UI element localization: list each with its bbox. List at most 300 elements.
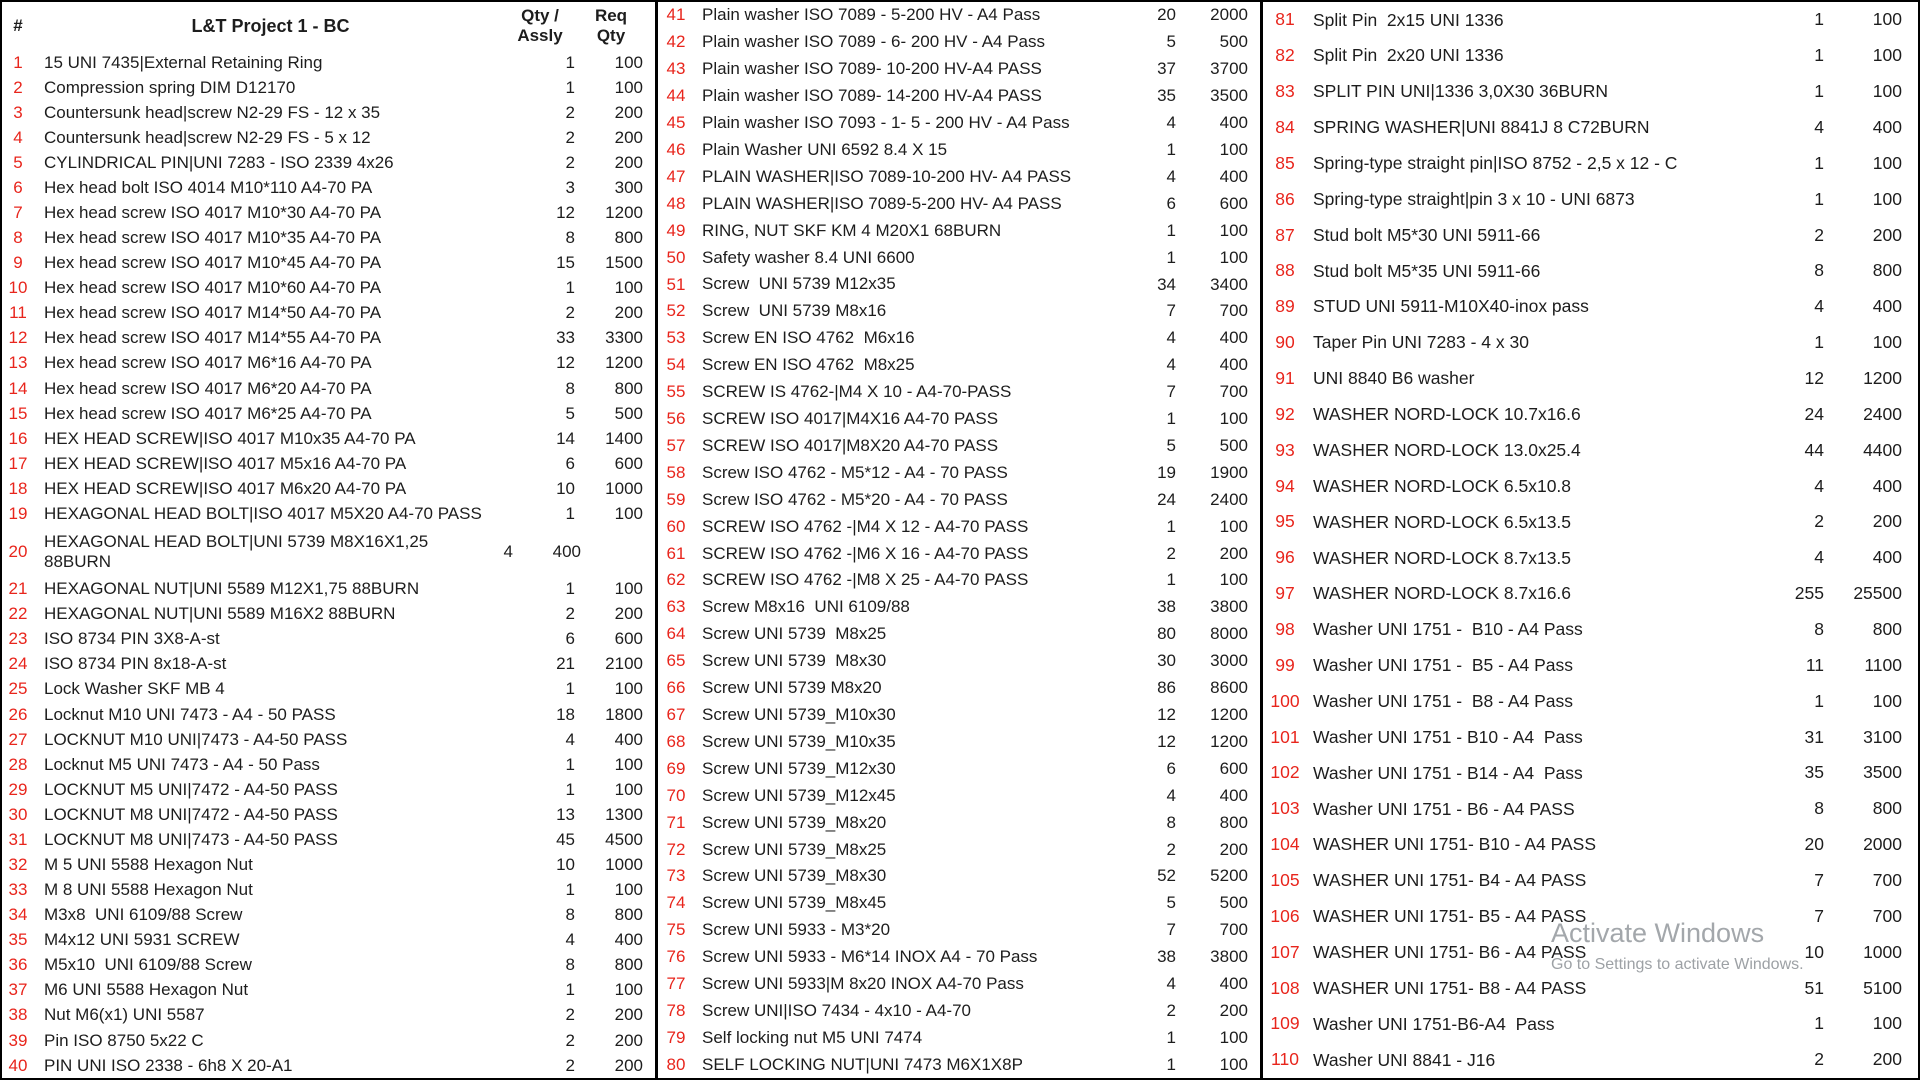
required-qty: 100 [1219, 409, 1248, 429]
row-number: 4 [13, 127, 23, 147]
table-header-row [2, 2, 655, 50]
table-row [2, 953, 655, 978]
table-row [658, 271, 1260, 298]
required-qty: 500 [1219, 32, 1248, 52]
qty-per-assembly: 6 [565, 629, 575, 649]
qty-per-assembly: 7 [1814, 905, 1824, 926]
table-row [1263, 719, 1918, 755]
qty-per-assembly: 8 [565, 378, 575, 398]
item-description: Screw UNI 5739 M8x20 [702, 678, 882, 698]
row-number: 85 [1275, 152, 1295, 173]
qty-per-assembly: 20 [1804, 834, 1824, 855]
required-qty: 1200 [605, 353, 643, 373]
table-row [2, 627, 655, 652]
table-row [2, 476, 655, 501]
row-number: 81 [1275, 9, 1295, 30]
table-row [658, 433, 1260, 460]
table-row [1263, 432, 1918, 468]
item-description: LOCKNUT M8 UNI|7473 - A4-50 PASS [44, 829, 338, 849]
item-description: ISO 8734 PIN 3X8-A-st [44, 629, 220, 649]
table-row [2, 451, 655, 476]
table-row [658, 29, 1260, 56]
required-qty: 1200 [1210, 705, 1248, 725]
qty-per-assembly: 1 [1814, 81, 1824, 102]
required-qty: 4500 [605, 829, 643, 849]
table-row [658, 244, 1260, 271]
row-number: 76 [666, 947, 686, 967]
item-description: Screw UNI 5933|M 8x20 INOX A4-70 Pass [702, 974, 1024, 994]
col-header-qty-per-assembly: Qty / Assly [517, 6, 563, 45]
table-row [1263, 755, 1918, 791]
qty-per-assembly: 1 [565, 880, 575, 900]
required-qty: 1100 [1864, 654, 1902, 675]
required-qty: 100 [1872, 9, 1902, 30]
item-description: SCREW ISO 4762 -|M6 X 16 - A4-70 PASS [702, 543, 1029, 563]
table-row [1263, 540, 1918, 576]
required-qty: 1500 [605, 253, 643, 273]
required-qty: 200 [614, 1055, 643, 1075]
item-description: 15 UNI 7435|External Retaining Ring [44, 52, 323, 72]
required-qty: 200 [1872, 1049, 1902, 1070]
required-qty: 600 [614, 629, 643, 649]
table-row [1263, 145, 1918, 181]
qty-per-assembly: 86 [1157, 678, 1176, 698]
required-qty: 100 [1219, 516, 1248, 536]
row-number: 90 [1275, 332, 1295, 353]
table-row [2, 1028, 655, 1053]
table-row [658, 836, 1260, 863]
table-row [1263, 110, 1918, 146]
item-description: SELF LOCKING NUT|UNI 7473 M6X1X8P [702, 1054, 1023, 1074]
table-row [2, 200, 655, 225]
required-qty: 100 [1872, 81, 1902, 102]
required-qty: 200 [1219, 1000, 1248, 1020]
qty-per-assembly: 13 [556, 804, 575, 824]
row-number: 97 [1275, 583, 1295, 604]
item-description: M4x12 UNI 5931 SCREW [44, 930, 240, 950]
table-row [658, 863, 1260, 890]
item-description: LOCKNUT M5 UNI|7472 - A4-50 PASS [44, 779, 338, 799]
item-description: WASHER NORD-LOCK 8.7x16.6 [1313, 583, 1572, 604]
required-qty: 1200 [1863, 368, 1902, 389]
table-row [2, 175, 655, 200]
item-description: M3x8 UNI 6109/88 Screw [44, 905, 243, 925]
row-number: 46 [666, 139, 686, 159]
item-description: Screw UNI 5739 M8x16 [702, 301, 887, 321]
row-number: 45 [666, 113, 686, 133]
item-description: Hex head bolt ISO 4014 M10*110 A4-70 PA [44, 177, 373, 197]
qty-per-assembly: 44 [1804, 439, 1824, 460]
row-number: 95 [1275, 511, 1295, 532]
row-number: 73 [666, 866, 686, 886]
qty-per-assembly: 1 [1814, 332, 1824, 353]
item-description: SPLIT PIN UNI|1336 3,0X30 36BURN [1313, 81, 1609, 102]
required-qty: 600 [614, 453, 643, 473]
item-description: Plain washer ISO 7089 - 5-200 HV - A4 Pass [702, 5, 1041, 25]
row-number: 88 [1275, 260, 1295, 281]
table-row [658, 1051, 1260, 1078]
required-qty: 100 [1219, 1054, 1248, 1074]
table-row [658, 352, 1260, 379]
table-row [658, 513, 1260, 540]
required-qty: 2100 [605, 654, 643, 674]
required-qty: 400 [1219, 113, 1248, 133]
qty-per-assembly: 1 [1166, 220, 1176, 240]
required-qty: 200 [1872, 224, 1902, 245]
qty-per-assembly: 1 [565, 754, 575, 774]
qty-per-assembly: 12 [1804, 368, 1824, 389]
item-description: SPRING WASHER|UNI 8841J 8 C72BURN [1313, 117, 1650, 138]
item-description: Washer UNI 1751 - B6 - A4 PASS [1313, 798, 1575, 819]
row-number: 61 [666, 543, 686, 563]
row-number: 69 [666, 758, 686, 778]
table-row [2, 351, 655, 376]
item-description: WASHER UNI 1751- B4 - A4 PASS [1313, 870, 1587, 891]
qty-per-assembly: 2 [565, 303, 575, 323]
table-row [2, 928, 655, 953]
row-number: 71 [666, 812, 686, 832]
required-qty: 400 [552, 541, 581, 561]
qty-per-assembly: 2 [1166, 1000, 1176, 1020]
required-qty: 3400 [1210, 274, 1248, 294]
item-description: Countersunk head|screw N2-29 FS - 12 x 35 [44, 102, 381, 122]
row-number: 49 [666, 220, 686, 240]
table-row [1263, 38, 1918, 74]
qty-per-assembly: 3 [565, 177, 575, 197]
row-number: 55 [666, 382, 686, 402]
item-description: Washer UNI 1751 - B14 - A4 Pass [1313, 762, 1583, 783]
required-qty: 800 [614, 378, 643, 398]
table-row [2, 125, 655, 150]
qty-per-assembly: 5 [1166, 893, 1176, 913]
qty-per-assembly: 2 [565, 1030, 575, 1050]
table-row [658, 190, 1260, 217]
qty-per-assembly: 52 [1157, 866, 1176, 886]
row-number: 16 [8, 428, 28, 448]
table-row [2, 852, 655, 877]
table-row [1263, 217, 1918, 253]
rows-41-80 [658, 2, 1260, 1078]
row-number: 80 [666, 1054, 686, 1074]
item-description: M 8 UNI 5588 Hexagon Nut [44, 880, 253, 900]
required-qty: 100 [1219, 139, 1248, 159]
row-number: 60 [666, 516, 686, 536]
qty-per-assembly: 7 [1814, 870, 1824, 891]
table-row [1263, 1042, 1918, 1078]
qty-per-assembly: 1 [1814, 690, 1824, 711]
required-qty: 100 [614, 77, 643, 97]
required-qty: 1200 [605, 203, 643, 222]
item-description: Screw EN ISO 4762 M8x25 [702, 355, 915, 375]
item-description: Hex head screw ISO 4017 M10*30 A4-70 PA [44, 202, 382, 222]
row-number: 26 [8, 704, 28, 724]
required-qty: 100 [1872, 188, 1902, 209]
qty-per-assembly: 4 [1814, 475, 1824, 496]
table-row [2, 577, 655, 602]
item-description: HEXAGONAL HEAD BOLT|UNI 5739 M8X16X1,25 88BURN [44, 531, 433, 571]
required-qty: 3300 [605, 328, 643, 348]
item-description: Washer UNI 1751 - B8 - A4 Pass [1313, 690, 1574, 711]
required-qty: 100 [614, 880, 643, 900]
table-row [2, 150, 655, 175]
required-qty: 100 [1872, 332, 1902, 353]
item-description: M6 UNI 5588 Hexagon Nut [44, 980, 249, 1000]
item-description: Screw M8x16 UNI 6109/88 [702, 597, 910, 617]
required-qty: 2000 [1210, 5, 1248, 25]
table-row [658, 728, 1260, 755]
qty-per-assembly: 4 [503, 541, 513, 561]
required-qty: 5200 [1210, 866, 1248, 886]
row-number: 77 [666, 974, 686, 994]
table-row [658, 459, 1260, 486]
required-qty: 1200 [1210, 731, 1248, 751]
row-number: 15 [8, 403, 28, 423]
qty-per-assembly: 2 [565, 127, 575, 147]
row-number: 58 [666, 462, 686, 482]
row-number: 11 [9, 303, 27, 323]
required-qty: 200 [1219, 543, 1248, 563]
table-row [2, 752, 655, 777]
item-description: Locknut M10 UNI 7473 - A4 - 50 PASS [44, 704, 336, 724]
row-number: 37 [8, 980, 28, 1000]
table-row [1263, 970, 1918, 1006]
item-description: Hex head screw ISO 4017 M6*16 A4-70 PA [44, 353, 372, 373]
item-description: Screw UNI 5739 M8x25 [702, 624, 887, 644]
required-qty: 600 [1219, 193, 1248, 213]
row-number: 22 [8, 604, 28, 624]
qty-per-assembly: 8 [1166, 812, 1176, 832]
row-number: 23 [8, 629, 28, 649]
qty-per-assembly: 35 [1157, 86, 1176, 106]
table-row [1263, 827, 1918, 863]
required-qty: 700 [1872, 905, 1902, 926]
qty-per-assembly: 1 [1166, 247, 1176, 267]
qty-per-assembly: 20 [1157, 5, 1176, 25]
row-number: 64 [666, 624, 686, 644]
table-row [2, 827, 655, 852]
table-row [658, 809, 1260, 836]
item-description: Screw ISO 4762 - M5*12 - A4 - 70 PASS [702, 462, 1008, 482]
qty-per-assembly: 2 [565, 1055, 575, 1075]
qty-per-assembly: 10 [1804, 941, 1824, 962]
required-qty: 100 [614, 679, 643, 699]
item-description: STUD UNI 5911-M10X40-inox pass [1313, 296, 1589, 317]
required-qty: 2400 [1863, 403, 1902, 424]
row-number: 40 [8, 1055, 28, 1075]
qty-per-assembly: 4 [565, 930, 575, 950]
item-description: PIN UNI ISO 2338 - 6h8 X 20-A1 [44, 1055, 293, 1075]
table-title: L&T Project 1 - BC [191, 16, 350, 36]
table-row [658, 648, 1260, 675]
item-description: Lock Washer SKF MB 4 [44, 679, 225, 699]
required-qty: 200 [1219, 839, 1248, 859]
table-row [2, 376, 655, 401]
item-description: M5x10 UNI 6109/88 Screw [44, 955, 252, 975]
item-description: Hex head screw ISO 4017 M14*55 A4-70 PA [44, 328, 382, 348]
item-description: ISO 8734 PIN 8x18-A-st [44, 654, 227, 674]
item-description: LOCKNUT M10 UNI|7473 - A4-50 PASS [44, 729, 348, 749]
required-qty: 3800 [1210, 597, 1248, 617]
table-row [658, 971, 1260, 998]
item-description: Screw UNI 5739_M8x25 [702, 839, 887, 859]
row-number: 41 [666, 5, 686, 25]
table-row [2, 276, 655, 301]
table-row [658, 917, 1260, 944]
row-number: 52 [666, 301, 686, 321]
item-description: WASHER NORD-LOCK 6.5x10.8 [1313, 475, 1572, 496]
item-description: Stud bolt M5*35 UNI 5911-66 [1313, 260, 1541, 281]
qty-per-assembly: 1 [565, 679, 575, 699]
table-row [658, 83, 1260, 110]
table-row [658, 1024, 1260, 1051]
item-description: Screw EN ISO 4762 M6x16 [702, 328, 915, 348]
table-row [1263, 683, 1918, 719]
item-description: SCREW IS 4762-|M4 X 10 - A4-70-PASS [702, 382, 1012, 402]
item-description: Split Pin 2x20 UNI 1336 [1313, 45, 1504, 66]
qty-per-assembly: 8 [1814, 619, 1824, 640]
row-number: 5 [13, 152, 23, 172]
qty-per-assembly: 24 [1804, 403, 1824, 424]
table-row [2, 50, 655, 75]
qty-per-assembly: 1 [1166, 409, 1176, 429]
qty-per-assembly: 1 [1814, 1013, 1824, 1034]
item-description: Hex head screw ISO 4017 M14*50 A4-70 PA [44, 303, 382, 323]
qty-per-assembly: 4 [1166, 785, 1176, 805]
row-number: 51 [666, 274, 686, 294]
row-number: 62 [666, 570, 686, 590]
row-number: 98 [1275, 619, 1295, 640]
row-number: 47 [666, 166, 686, 186]
row-number: 75 [666, 920, 686, 940]
qty-per-assembly: 38 [1157, 947, 1176, 967]
row-number: 89 [1275, 296, 1295, 317]
item-description: Screw UNI 5933 - M6*14 INOX A4 - 70 Pass [702, 947, 1038, 967]
required-qty: 100 [1219, 1027, 1248, 1047]
qty-per-assembly: 1 [1166, 570, 1176, 590]
required-qty: 100 [614, 52, 643, 72]
qty-per-assembly: 7 [1166, 920, 1176, 940]
required-qty: 200 [614, 1005, 643, 1025]
qty-per-assembly: 24 [1157, 489, 1176, 509]
item-description: Screw UNI 5739_M8x30 [702, 866, 887, 886]
required-qty: 800 [1219, 812, 1248, 832]
item-description: Hex head screw ISO 4017 M6*20 A4-70 PA [44, 378, 372, 398]
table-row [1263, 647, 1918, 683]
qty-per-assembly: 1 [1166, 1054, 1176, 1074]
qty-per-assembly: 1 [565, 278, 575, 298]
required-qty: 100 [1872, 690, 1902, 711]
table-row [658, 890, 1260, 917]
row-number: 2 [13, 77, 23, 97]
watermark-subtitle: Go to Settings to activate Windows. [1551, 956, 1804, 973]
required-qty: 400 [1219, 785, 1248, 805]
row-number: 103 [1270, 798, 1300, 819]
item-description: WASHER NORD-LOCK 10.7x16.6 [1313, 404, 1581, 425]
qty-per-assembly: 37 [1157, 59, 1176, 79]
item-description: Split Pin 2x15 UNI 1336 [1313, 9, 1504, 30]
table-row [1263, 898, 1918, 934]
table-row [658, 594, 1260, 621]
required-qty: 1400 [605, 428, 643, 448]
item-description: SCREW ISO 4017|M4X16 A4-70 PASS [702, 409, 999, 429]
parts-table-column-3 [1263, 2, 1918, 1078]
row-number: 105 [1270, 870, 1300, 891]
row-number: 106 [1270, 905, 1300, 926]
row-number: 107 [1270, 941, 1300, 962]
table-row [658, 782, 1260, 809]
col-header-number: # [13, 16, 23, 35]
qty-per-assembly: 5 [565, 403, 575, 423]
row-number: 99 [1275, 654, 1295, 675]
table-row [2, 1053, 655, 1078]
qty-per-assembly: 11 [1805, 654, 1824, 675]
qty-per-assembly: 30 [1157, 651, 1176, 671]
item-description: PLAIN WASHER|ISO 7089-10-200 HV- A4 PASS [702, 166, 1072, 186]
qty-per-assembly: 2 [565, 604, 575, 624]
item-description: HEXAGONAL HEAD BOLT|ISO 4017 M5X20 A4-70 PASS [44, 503, 482, 523]
item-description: Screw UNI 5739 M8x30 [702, 651, 887, 671]
required-qty: 100 [614, 779, 643, 799]
table-row [658, 944, 1260, 971]
qty-per-assembly: 2 [565, 102, 575, 122]
item-description: Screw UNI 5739_M12x45 [702, 785, 896, 805]
required-qty: 300 [614, 177, 643, 197]
qty-per-assembly: 5 [1166, 435, 1176, 455]
item-description: UNI 8840 B6 washer [1313, 368, 1475, 389]
row-number: 8 [13, 228, 23, 248]
item-description: Screw ISO 4762 - M5*20 - A4 - 70 PASS [702, 489, 1008, 509]
table-row [2, 75, 655, 100]
required-qty: 200 [614, 303, 643, 323]
table-row [658, 755, 1260, 782]
table-row [658, 163, 1260, 190]
required-qty: 800 [614, 905, 643, 925]
item-description: WASHER UNI 1751- B8 - A4 PASS [1313, 977, 1587, 998]
required-qty: 200 [614, 1030, 643, 1050]
qty-per-assembly: 2 [1814, 511, 1824, 532]
table-row [658, 56, 1260, 83]
table-row [2, 401, 655, 426]
qty-per-assembly: 1 [1166, 516, 1176, 536]
table-row [658, 217, 1260, 244]
item-description: Screw UNI|ISO 7434 - 4x10 - A4-70 [702, 1000, 971, 1020]
required-qty: 700 [1872, 870, 1902, 891]
qty-per-assembly: 14 [556, 428, 575, 448]
row-number: 29 [8, 779, 28, 799]
item-description: Compression spring DIM D12170 [44, 77, 296, 97]
qty-per-assembly: 1 [565, 77, 575, 97]
row-number: 50 [666, 247, 686, 267]
qty-per-assembly: 45 [556, 829, 575, 849]
row-number: 28 [8, 754, 28, 774]
table-row [2, 326, 655, 351]
item-description: HEX HEAD SCREW|ISO 4017 M10x35 A4-70 PA [44, 428, 416, 448]
item-description: Screw UNI 5739_M8x20 [702, 812, 887, 832]
item-description: Washer UNI 1751 - B10 - A4 Pass [1313, 726, 1583, 747]
table-row [1263, 863, 1918, 899]
row-number: 63 [666, 597, 686, 617]
row-number: 12 [8, 328, 28, 348]
table-row [2, 501, 655, 526]
row-number: 3 [13, 102, 23, 122]
table-row [658, 298, 1260, 325]
row-number: 87 [1275, 224, 1295, 245]
item-description: HEX HEAD SCREW|ISO 4017 M5x16 A4-70 PA [44, 453, 407, 473]
row-number: 48 [666, 193, 686, 213]
item-description: CYLINDRICAL PIN|UNI 7283 - ISO 2339 4x26 [44, 152, 394, 172]
required-qty: 400 [1872, 547, 1902, 568]
item-description: LOCKNUT M8 UNI|7472 - A4-50 PASS [44, 804, 338, 824]
